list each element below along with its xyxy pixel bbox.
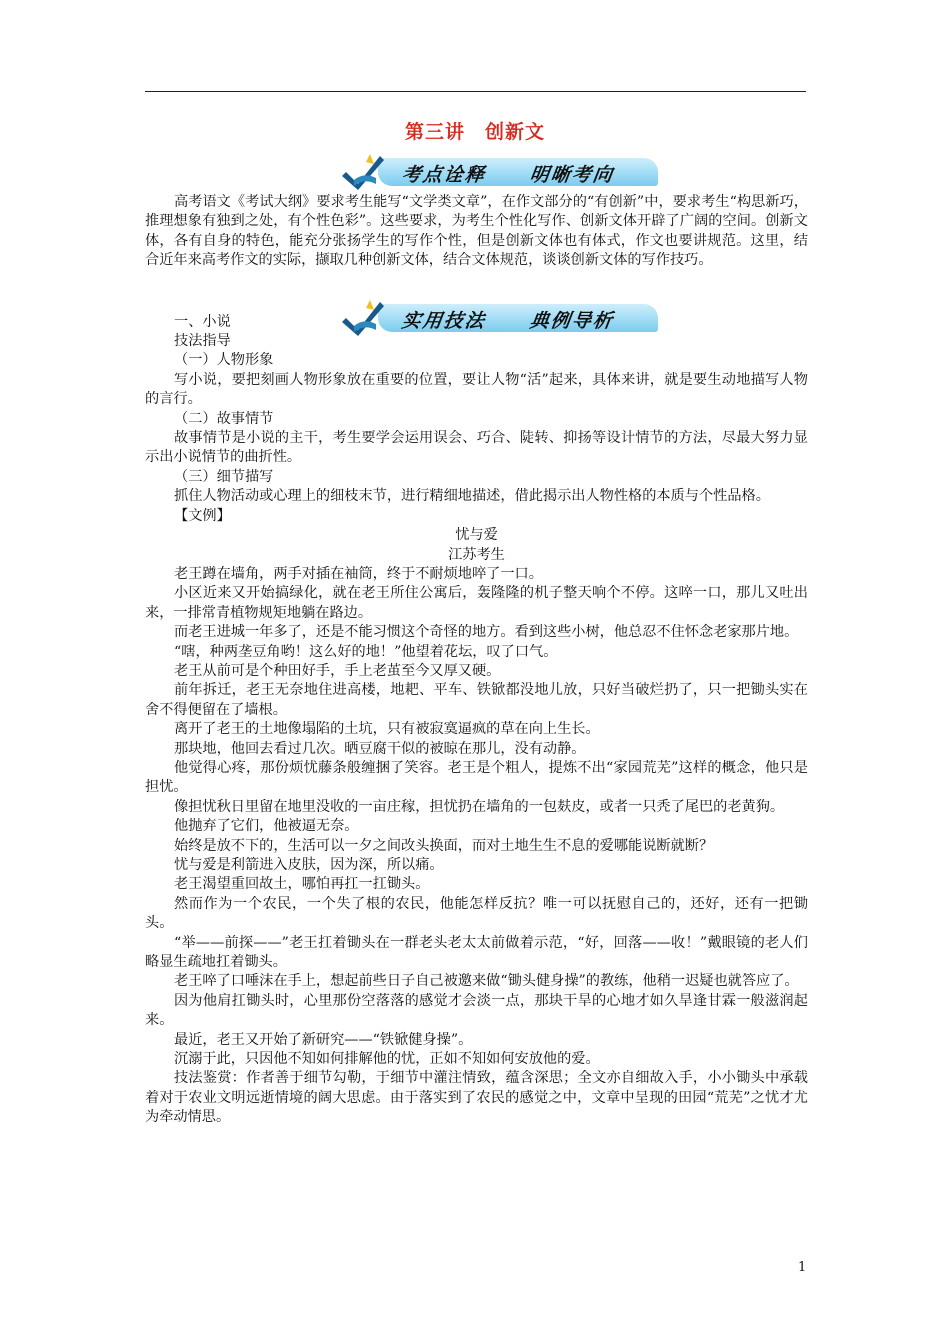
essay-paragraph: 小区近来又开始搞绿化，就在老王所住公寓后，轰隆隆的机子整天响个不停。这啐一口，那儿又吐出来，一排常青植物规矩地躺在路边。 <box>145 585 808 621</box>
banner-left-text: 考点诠释 <box>400 164 488 186</box>
banner-right-text: 典例导析 <box>528 310 616 332</box>
essay-author: 江苏考生 <box>448 546 505 563</box>
intro-paragraph: 高考语文《考试大纲》要求考生能写“文学类文章”，在作文部分的“有创新”中，要求考生“构思新巧，推理想象有独到之处，有个性色彩”。这些要求，为考生个性化写作、创新文体开辟了广阔的空间。创新文体，各有自身的特色，能充分张扬学生的写作个性，但是创新文体也有体式，作文也要讲规范。这里，结合近年来高考作文的实际，撷取几种创新文体，结合文体规范，谈谈创新文体的写作技巧。 <box>145 194 808 269</box>
section-heading: 一、小说 <box>174 313 231 330</box>
essay-paragraph: 沉溺于此，只因他不知如何排解他的忧，正如不知如何安放他的爱。 <box>174 1051 600 1068</box>
page-title: 第三讲 创新文 <box>404 121 545 143</box>
banner-left-text: 实用技法 <box>400 310 488 332</box>
banner-right-text: 明晰考向 <box>528 164 616 186</box>
item-body: 故事情节是小说的主干，考生要学会运用误会、巧合、陡转、抑扬等设计情节的方法，尽最大努力显示出小说情节的曲折性。 <box>145 430 808 466</box>
essay-paragraph: 最近，老王又开始了新研究——“铁锨健身操”。 <box>174 1031 473 1048</box>
essay-paragraph: 像担忧秋日里留在地里没收的一亩庄稼，担忧扔在墙角的一包麸皮，或者一只秃了尾巴的老黄狗。 <box>174 798 785 815</box>
item-label: （三）细节描写 <box>174 468 274 485</box>
essay-paragraph: 他觉得心疼，那份烦忧藤条般缠捆了笑容。老王是个粗人，提炼不出“家园荒芜”这样的概念，他只是担忧。 <box>145 759 808 796</box>
item-label: （二）故事情节 <box>174 410 274 427</box>
banner-techniques <box>340 296 670 340</box>
essay-paragraph: “嗐，种两垄豆角哟！这么好的地！”他望着花坛，叹了口气。 <box>174 643 558 660</box>
essay-paragraph: 老王啐了口唾沫在手上，想起前些日子自己被邀来做“锄头健身操”的教练，他稍一迟疑也就答应了。 <box>174 973 799 990</box>
analysis-paragraph: 技法鉴赏：作者善于细节勾勒，于细节中灌注情致，蕴含深思；全文亦自细故入手，小小锄头中承载着对于农业文明远逝情境的阔大思虑。由于落实到了农民的感觉之中，文章中呈现的田园“荒芜”之忧才尤为牵动情思。 <box>145 1070 808 1126</box>
example-label: 【文例】 <box>174 507 231 524</box>
essay-paragraph: 他抛弃了它们，他被逼无奈。 <box>174 818 359 835</box>
essay-paragraph: 前年拆迁，老王无奈地住进高楼，地耙、平车、铁锨都没地儿放，只好当破烂扔了，只一把锄头实在舍不得便留在了墙根。 <box>145 682 808 718</box>
item-body: 抓住人物活动或心理上的细枝末节，进行精细地描述，借此揭示出人物性格的本质与个性品格。 <box>174 488 770 505</box>
essay-paragraph: 始终是放不下的，生活可以一夕之间改头换面，而对土地生生不息的爱哪能说断就断？ <box>174 837 714 854</box>
essay-paragraph: 老王渴望重回故土，哪怕再扛一扛锄头。 <box>174 876 430 893</box>
essay-paragraph: 老王从前可是个种田好手，手上老茧至今又厚又硬。 <box>174 662 501 679</box>
item-label: （一）人物形象 <box>174 352 274 369</box>
page-number: 1 <box>798 1260 807 1275</box>
essay-paragraph: 忧与爱是利箭进入皮肤，因为深，所以痛。 <box>174 857 444 873</box>
section-subheading: 技法指导 <box>174 333 231 350</box>
essay-paragraph: 因为他肩扛锄头时，心里那份空落落的感觉才会淡一点，那块干旱的心地才如久旱逢甘霖一般滋润起来。 <box>145 992 808 1029</box>
essay-paragraph: “举——前探——”老王扛着锄头在一群老头老太太前做着示范，“好，回落——收！”戴眼镜的老人们略显生疏地扛着锄头。 <box>145 934 808 971</box>
essay-paragraph: 而老王进城一年多了，还是不能习惯这个奇怪的地方。看到这些小树，他总忍不住怀念老家那片地。 <box>174 624 799 641</box>
header-rule <box>145 91 806 92</box>
checkmark-book-icon <box>340 296 400 340</box>
essay-paragraph: 老王蹲在墙角，两手对插在袖筒，终于不耐烦地啐了一口。 <box>174 565 543 582</box>
essay-paragraph: 然而作为一个农民，一个失了根的农民，他能怎样反抗？唯一可以抚慰自己的，还好，还有一把锄头。 <box>145 895 808 932</box>
essay-paragraph: 离开了老王的土地像塌陷的土坑，只有被寂寞逼疯的草在向上生长。 <box>174 721 600 738</box>
item-body: 写小说，要把刻画人物形象放在重要的位置，要让人物“活”起来，具体来讲，就是要生动地描写人物的言行。 <box>145 371 808 408</box>
essay-title: 忧与爱 <box>455 527 498 544</box>
essay-paragraph: 那块地，他回去看过几次。晒豆腐干似的被晾在那儿，没有动静。 <box>174 740 586 757</box>
